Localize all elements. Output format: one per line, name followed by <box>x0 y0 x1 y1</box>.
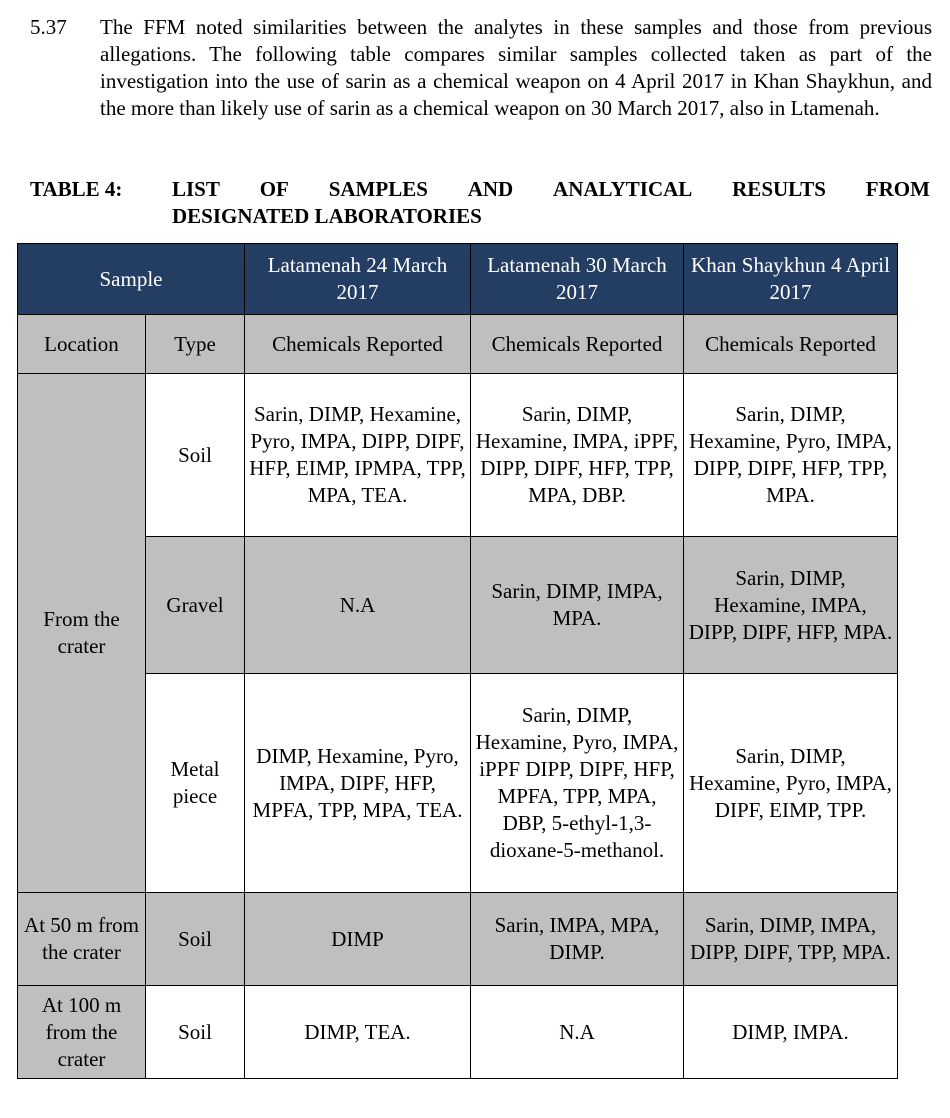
table-row <box>18 374 898 537</box>
table-caption-line1 <box>172 176 930 203</box>
subheader-location: Location <box>18 315 146 374</box>
sample-type: Soil <box>146 986 245 1079</box>
header-sample: Sample <box>18 244 245 315</box>
location-at-100m: At 100 m from the crater <box>18 986 146 1079</box>
table-row <box>18 674 898 893</box>
caption-word: RESULTS <box>732 177 826 201</box>
header-latamenah-24-march: Latamenah 24 March 2017 <box>245 244 471 315</box>
table-cell: N.A <box>245 537 471 674</box>
sample-type: Soil <box>146 893 245 986</box>
location-at-50m: At 50 m from the crater <box>18 893 146 986</box>
table-row <box>18 893 898 986</box>
caption-word: AND <box>467 177 514 201</box>
table-caption-label: TABLE 4: <box>30 177 123 201</box>
table-header-row <box>18 244 898 315</box>
table-cell: Sarin, DIMP, Hexamine, IMPA, iPPF, DIPP, DIPF, HFP, TPP, MPA, DBP. <box>471 374 684 537</box>
table-cell: Sarin, DIMP, IMPA, MPA. <box>471 537 684 674</box>
caption-word: LIST <box>172 177 220 201</box>
table-cell: Sarin, DIMP, Hexamine, IMPA, DIPP, DIPF, HFP, MPA. <box>684 537 898 674</box>
table-cell: DIMP, Hexamine, Pyro, IMPA, DIPF, HFP, MPFA, TPP, MPA, TEA. <box>245 674 471 893</box>
header-latamenah-30-march: Latamenah 30 March 2017 <box>471 244 684 315</box>
table-cell: N.A <box>471 986 684 1079</box>
sample-type: Metal piece <box>146 674 245 893</box>
caption-word: FROM <box>865 177 930 201</box>
caption-word: ANALYTICAL <box>553 177 693 201</box>
location-from-crater: From the crater <box>18 374 146 893</box>
table-caption-line2: DESIGNATED LABORATORIES <box>172 204 482 228</box>
table-cell: DIMP, TEA. <box>245 986 471 1079</box>
subheader-chemicals: Chemicals Reported <box>471 315 684 374</box>
table-cell: Sarin, DIMP, Hexamine, Pyro, IMPA, DIPP, DIPF, HFP, TPP, MPA. <box>684 374 898 537</box>
sample-type: Soil <box>146 374 245 537</box>
table-cell: Sarin, DIMP, Hexamine, Pyro, IMPA, DIPP, DIPF, HFP, EIMP, IPMPA, TPP, MPA, TEA. <box>245 374 471 537</box>
table-cell: Sarin, IMPA, MPA, DIMP. <box>471 893 684 986</box>
subheader-chemicals: Chemicals Reported <box>684 315 898 374</box>
table-cell: DIMP <box>245 893 471 986</box>
paragraph-number: 5.37 <box>30 15 67 39</box>
caption-word: SAMPLES <box>328 177 428 201</box>
sample-type: Gravel <box>146 537 245 674</box>
table-row <box>18 986 898 1079</box>
table-cell: Sarin, DIMP, Hexamine, Pyro, IMPA, iPPF DIPP, DIPF, HFP, MPFA, TPP, MPA, DBP, 5-ethyl-1,3-dioxane-5-methanol. <box>471 674 684 893</box>
header-khan-shaykhun-4-april: Khan Shaykhun 4 April 2017 <box>684 244 898 315</box>
caption-word: OF <box>259 177 289 201</box>
table-cell: Sarin, DIMP, Hexamine, Pyro, IMPA, DIPF, EIMP, TPP. <box>684 674 898 893</box>
table-caption-text <box>172 176 930 230</box>
subheader-chemicals: Chemicals Reported <box>245 315 471 374</box>
subheader-type: Type <box>146 315 245 374</box>
table-cell: Sarin, DIMP, IMPA, DIPP, DIPF, TPP, MPA. <box>684 893 898 986</box>
table-cell: DIMP, IMPA. <box>684 986 898 1079</box>
results-table <box>17 243 898 1079</box>
paragraph-text: The FFM noted similarities between the analytes in these samples and those from previous allegations. The following table compares similar samples collected taken as part of the investigation into the use of sarin as a chemical weapon on 4 April 2017 in Khan Shaykhun, and the more than likely use of sarin as a chemical weapon on 30 March 2017, also in Ltamenah. <box>100 15 932 120</box>
table-subheader-row <box>18 315 898 374</box>
table-row <box>18 537 898 674</box>
